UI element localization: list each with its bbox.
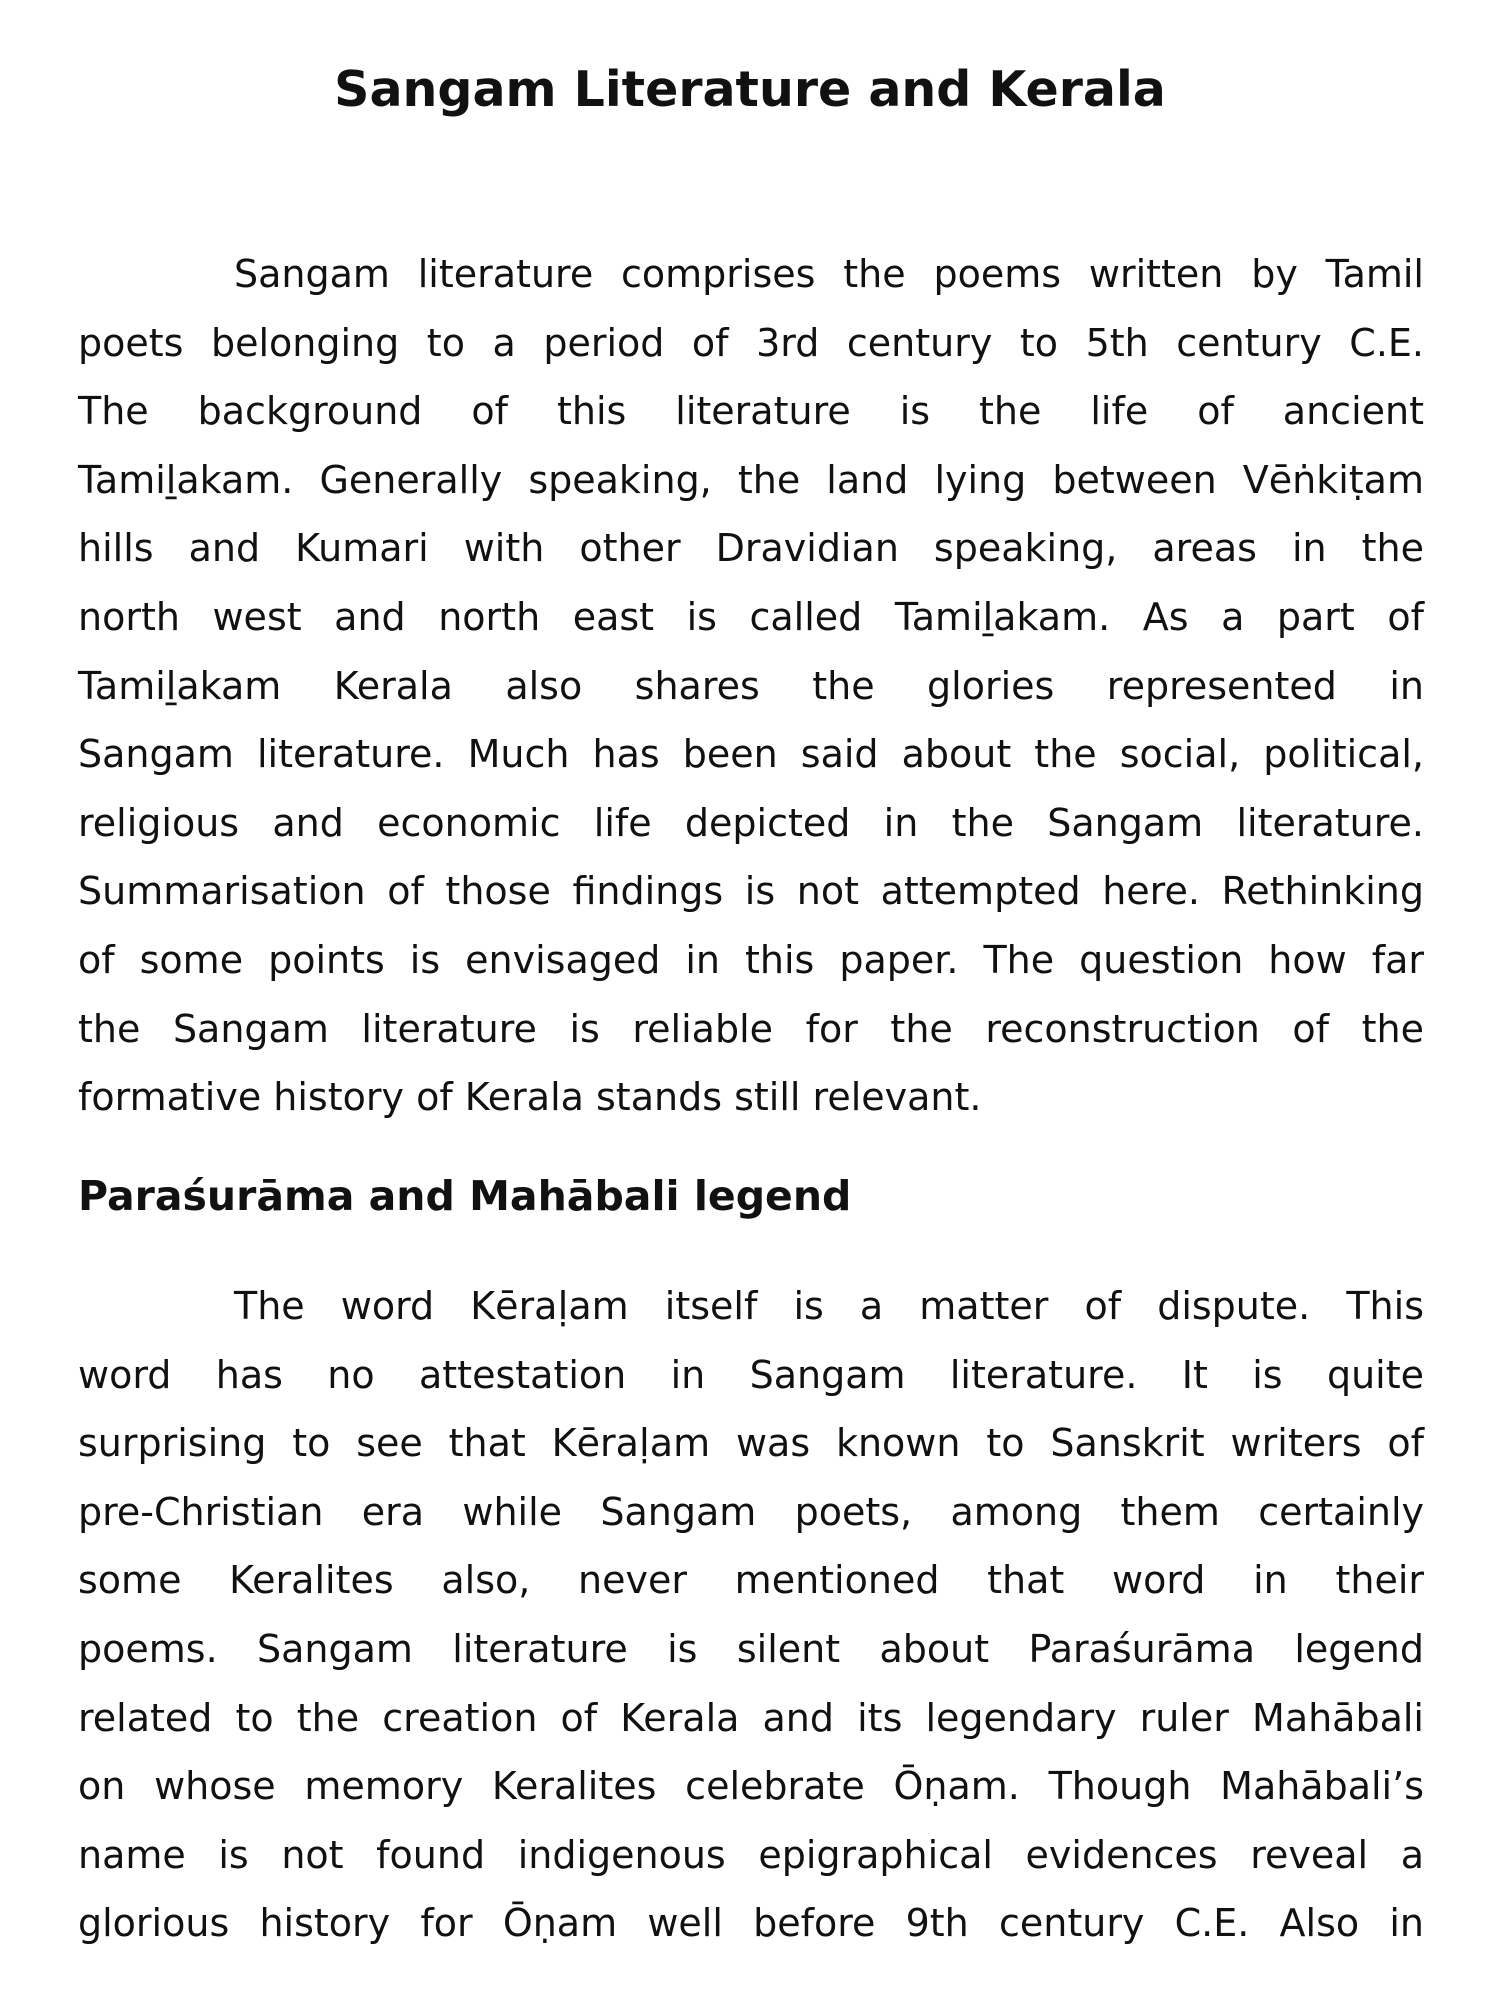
paragraph-line: word has no attestation in Sangam literature. It is quite [78, 1352, 1424, 1397]
paragraph-line: poems. Sangam literature is silent about Paraśurāma legend [78, 1626, 1424, 1671]
paragraph-line: north west and north east is called Tamiḻakam. As a part of [78, 594, 1424, 639]
paragraph-line: formative history of Kerala stands still relevant. [78, 1075, 982, 1120]
page-title: Sangam Literature and Kerala [334, 61, 1166, 118]
paragraph-line: pre-Christian era while Sangam poets, among them certainly [78, 1489, 1424, 1534]
paragraph-line: Sangam literature. Much has been said about the social, political, [78, 732, 1424, 777]
paragraph-line: Tamiḻakam. Generally speaking, the land lying between Vēṅkiṭam [78, 457, 1424, 502]
paragraph-line: on whose memory Keralites celebrate Ōṇam. Though Mahābali’s [78, 1764, 1424, 1809]
paragraph-legend [78, 1272, 1424, 1958]
paragraph-line: hills and Kumari with other Dravidian speaking, areas in the [78, 526, 1424, 571]
paragraph-line: the Sangam literature is reliable for the reconstruction of the [78, 1006, 1424, 1051]
paragraph-line: related to the creation of Kerala and its legendary ruler Mahābali [78, 1695, 1424, 1740]
paragraph-line: name is not found indigenous epigraphical evidences reveal a [78, 1832, 1424, 1877]
paragraph-line: The word Kēraḷam itself is a matter of dispute. This [234, 1284, 1424, 1328]
paragraph-line: poets belonging to a period of 3rd century to 5th century C.E. [78, 320, 1424, 365]
paragraph-line: The background of this literature is the life of ancient [78, 389, 1424, 434]
paragraph-intro [78, 240, 1424, 1132]
section-heading: Paraśurāma and Mahābali legend [78, 1172, 852, 1220]
paragraph-line: some Keralites also, never mentioned that word in their [78, 1558, 1424, 1603]
paragraph-line: Tamiḻakam Kerala also shares the glories represented in [78, 663, 1424, 708]
paragraph-line: Summarisation of those findings is not attempted here. Rethinking [78, 869, 1424, 914]
paragraph-line: of some points is envisaged in this paper. The question how far [78, 937, 1424, 982]
paragraph-line: surprising to see that Kēraḷam was known to Sanskrit writers of [78, 1421, 1424, 1466]
paragraph-line: religious and economic life depicted in the Sangam literature. [78, 800, 1424, 845]
paragraph-line: glorious history for Ōṇam well before 9th century C.E. Also in [78, 1901, 1424, 1946]
paragraph-line: Sangam literature comprises the poems written by Tamil [234, 252, 1424, 296]
